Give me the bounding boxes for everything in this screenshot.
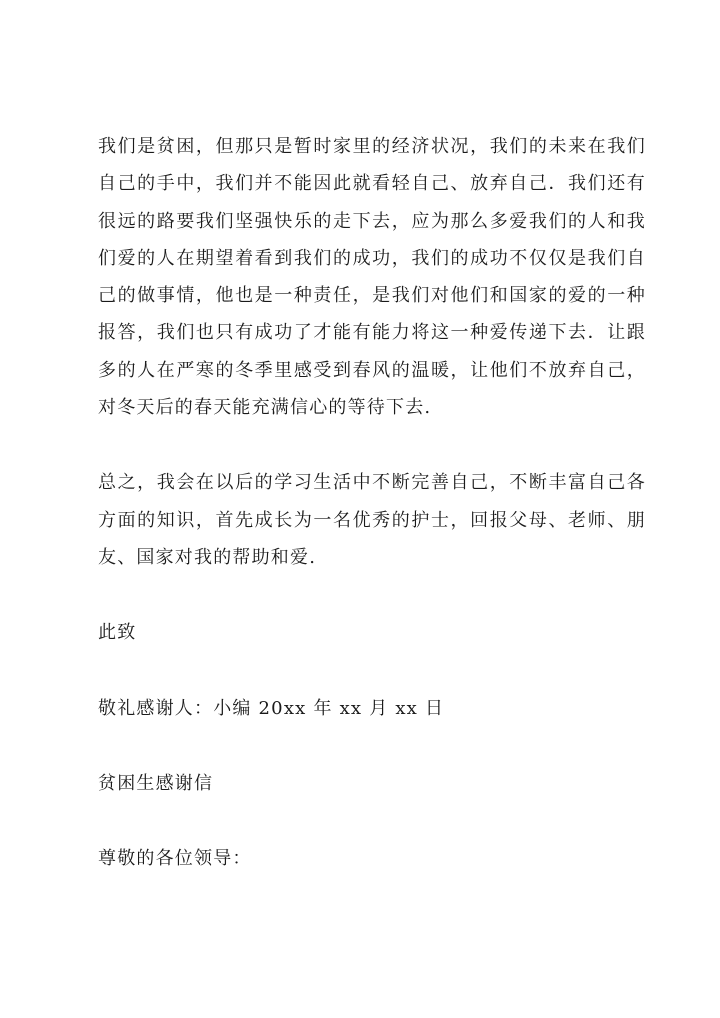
body-paragraph-1: 我们是贫困，但那只是暂时家里的经济状况，我们的未来在我们自己的手中，我们并不能因此就看轻自己、放弃自己．我们还有很远的路要我们坚强快乐的走下去，应为那么多爱我们的人和我们爱的人在期望着看到我们的成功，我们的成功不仅仅是我们自己的做事情，他也是一种责任，是我们对他们和国家的爱的一种报答，我们也只有成功了才能有能力将这一种爱传递下去．让跟多的人在严寒的冬季里感受到春风的温暖，让他们不放弃自己，对冬天后的春天能充满信心的等待下去. — [98, 136, 646, 419]
body-paragraph-2: 总之，我会在以后的学习生活中不断完善自己，不断丰富自己各方面的知识，首先成长为一名优秀的护士，回报父母、老师、朋友、国家对我的帮助和爱. — [98, 472, 646, 568]
closing-line: 此致 — [98, 622, 137, 644]
document-body — [98, 128, 646, 877]
salutation-line: 尊敬的各位领导： — [98, 848, 252, 870]
signature-line: 敬礼感谢人：小编 20xx 年 xx 月 xx 日 — [98, 697, 445, 719]
letter-title: 贫困生感谢信 — [98, 772, 214, 794]
